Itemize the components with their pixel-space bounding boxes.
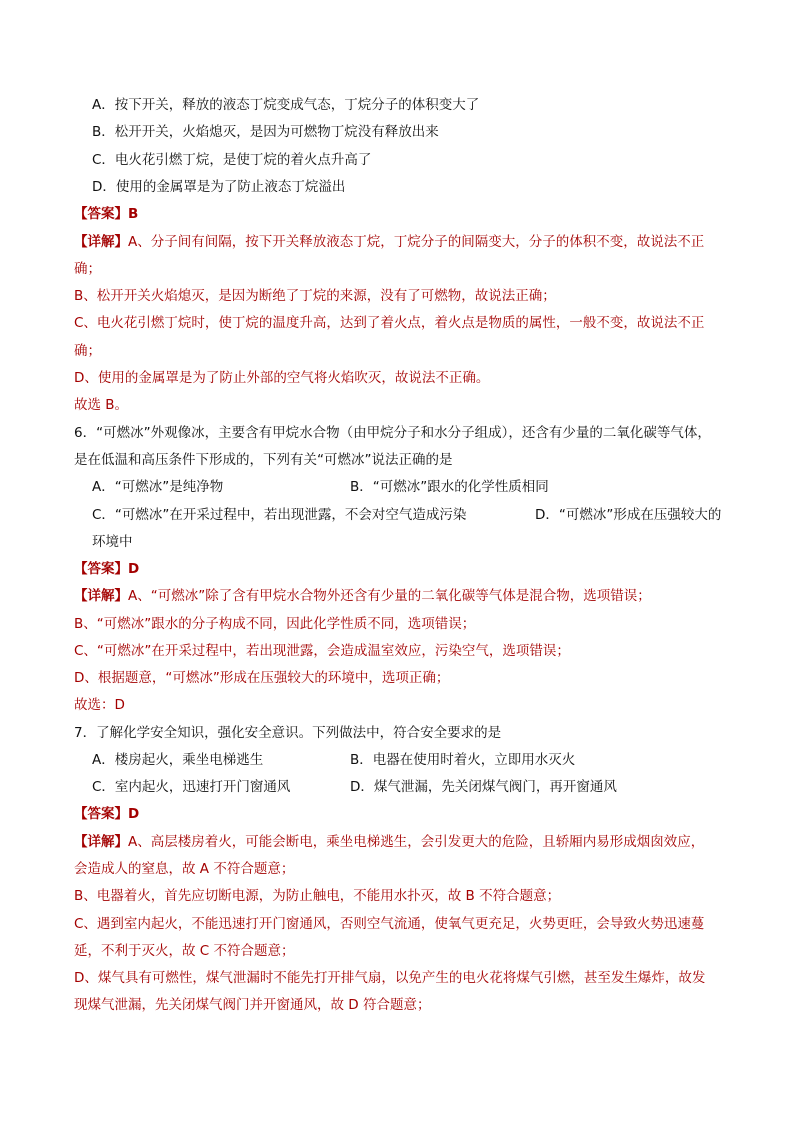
q5-detail-3: C、电火花引燃丁烷时，使丁烷的温度升高，达到了着火点，着火点是物质的属性，一般不变，故说法不正: [74, 315, 705, 331]
q6-option-d-cont: 环境中: [92, 534, 133, 550]
q6-detail-2: B、“可燃冰”跟水的分子构成不同，因此化学性质不同，选项错误；: [74, 616, 476, 632]
q6-detail-4: D、根据题意，“可燃冰”形成在压强较大的环境中，选项正确；: [74, 670, 450, 686]
q6-stem-line-2: 是在低温和高压条件下形成的，下列有关“可燃冰”说法正确的是: [74, 452, 453, 468]
q7-detail-1: [74, 832, 704, 852]
q7-option-d: D．煤气泄漏，先关闭煤气阀门，再开窗通风: [350, 779, 617, 795]
q7-stem: 7．了解化学安全知识，强化安全意识。下列做法中，符合安全要求的是: [74, 725, 502, 741]
q7-option-a: A．楼房起火，乘坐电梯逃生: [92, 752, 264, 768]
q6-detail-3: C、“可燃冰”在开采过程中，若出现泄露，会造成温室效应，污染空气，选项错误；: [74, 643, 570, 659]
q7-answer: [74, 804, 139, 824]
detail-tag: 【详解】: [74, 834, 128, 850]
detail-text: A、分子间有间隔，按下开关释放液态丁烷，丁烷分子的间隔变大，分子的体积不变，故说法不正: [128, 234, 705, 250]
q5-detail-2: B、松开开关火焰熄灭，是因为断绝了丁烷的来源，没有了可燃物，故说法正确；: [74, 288, 556, 304]
q5-option-a: A．按下开关，释放的液态丁烷变成气态，丁烷分子的体积变大了: [92, 97, 480, 113]
q5-conclusion: 故选 B。: [74, 397, 129, 413]
answer-tag: 【答案】: [74, 806, 128, 822]
q6-answer: [74, 559, 139, 579]
q7-option-c: C．室内起火，迅速打开门窗通风: [92, 779, 291, 795]
answer-value: D: [128, 806, 140, 822]
q6-option-a: A．“可燃冰”是纯净物: [92, 479, 224, 495]
q5-detail-1-cont: 确；: [74, 261, 101, 277]
answer-value: B: [128, 206, 139, 222]
detail-text: A、高层楼房着火，可能会断电，乘坐电梯逃生，会引发更大的危险，且轿厢内易形成烟囱效应，: [128, 834, 705, 850]
q6-detail-1: [74, 586, 651, 606]
detail-tag: 【详解】: [74, 588, 128, 604]
detail-text: A、“可燃冰”除了含有甲烷水合物外还含有少量的二氧化碳等气体是混合物，选项错误；: [128, 588, 651, 604]
q6-conclusion: 故选：D: [74, 697, 125, 713]
q7-detail-2: B、电器着火，首先应切断电源，为防止触电，不能用水扑灭，故 B 不符合题意；: [74, 888, 561, 904]
q5-detail-3-cont: 确；: [74, 343, 101, 359]
q6-stem-line-1: 6．“可燃冰”外观像冰，主要含有甲烷水合物（由甲烷分子和水分子组成），还含有少量的二氧化碳等气体，: [74, 425, 711, 441]
q6-option-c: C．“可燃冰”在开采过程中，若出现泄露，不会对空气造成污染: [92, 507, 467, 523]
answer-value: D: [128, 561, 140, 577]
q5-option-c: C．电火花引燃丁烷，是使丁烷的着火点升高了: [92, 152, 372, 168]
q5-detail-4: D、使用的金属罩是为了防止外部的空气将火焰吹灭，故说法不正确。: [74, 370, 490, 386]
q7-detail-3-cont: 延，不利于灭火，故 C 不符合题意；: [74, 943, 295, 959]
q5-option-d: D．使用的金属罩是为了防止液态丁烷溢出: [92, 179, 346, 195]
q7-detail-1-cont: 会造成人的窒息，故 A 不符合题意；: [74, 861, 295, 877]
q6-option-b: B．“可燃冰”跟水的化学性质相同: [350, 479, 549, 495]
q5-detail-1: [74, 232, 704, 252]
q7-detail-4-cont: 现煤气泄漏，先关闭煤气阀门并开窗通风，故 D 符合题意；: [74, 997, 431, 1013]
q7-option-b: B．电器在使用时着火，立即用水灭火: [350, 752, 576, 768]
answer-tag: 【答案】: [74, 206, 128, 222]
detail-tag: 【详解】: [74, 234, 128, 250]
q6-option-d: D．“可燃冰”形成在压强较大的: [535, 507, 722, 523]
q5-option-b: B．松开开关，火焰熄灭，是因为可燃物丁烷没有释放出来: [92, 124, 439, 140]
q7-detail-3: C、遇到室内起火，不能迅速打开门窗通风，否则空气流通，使氧气更充足，火势更旺，会导致火势迅速蔓: [74, 916, 705, 932]
q5-answer: [74, 204, 138, 224]
q7-detail-4: D、煤气具有可燃性，煤气泄漏时不能先打开排气扇，以免产生的电火花将煤气引燃，甚至发生爆炸，故发: [74, 970, 706, 986]
answer-tag: 【答案】: [74, 561, 128, 577]
